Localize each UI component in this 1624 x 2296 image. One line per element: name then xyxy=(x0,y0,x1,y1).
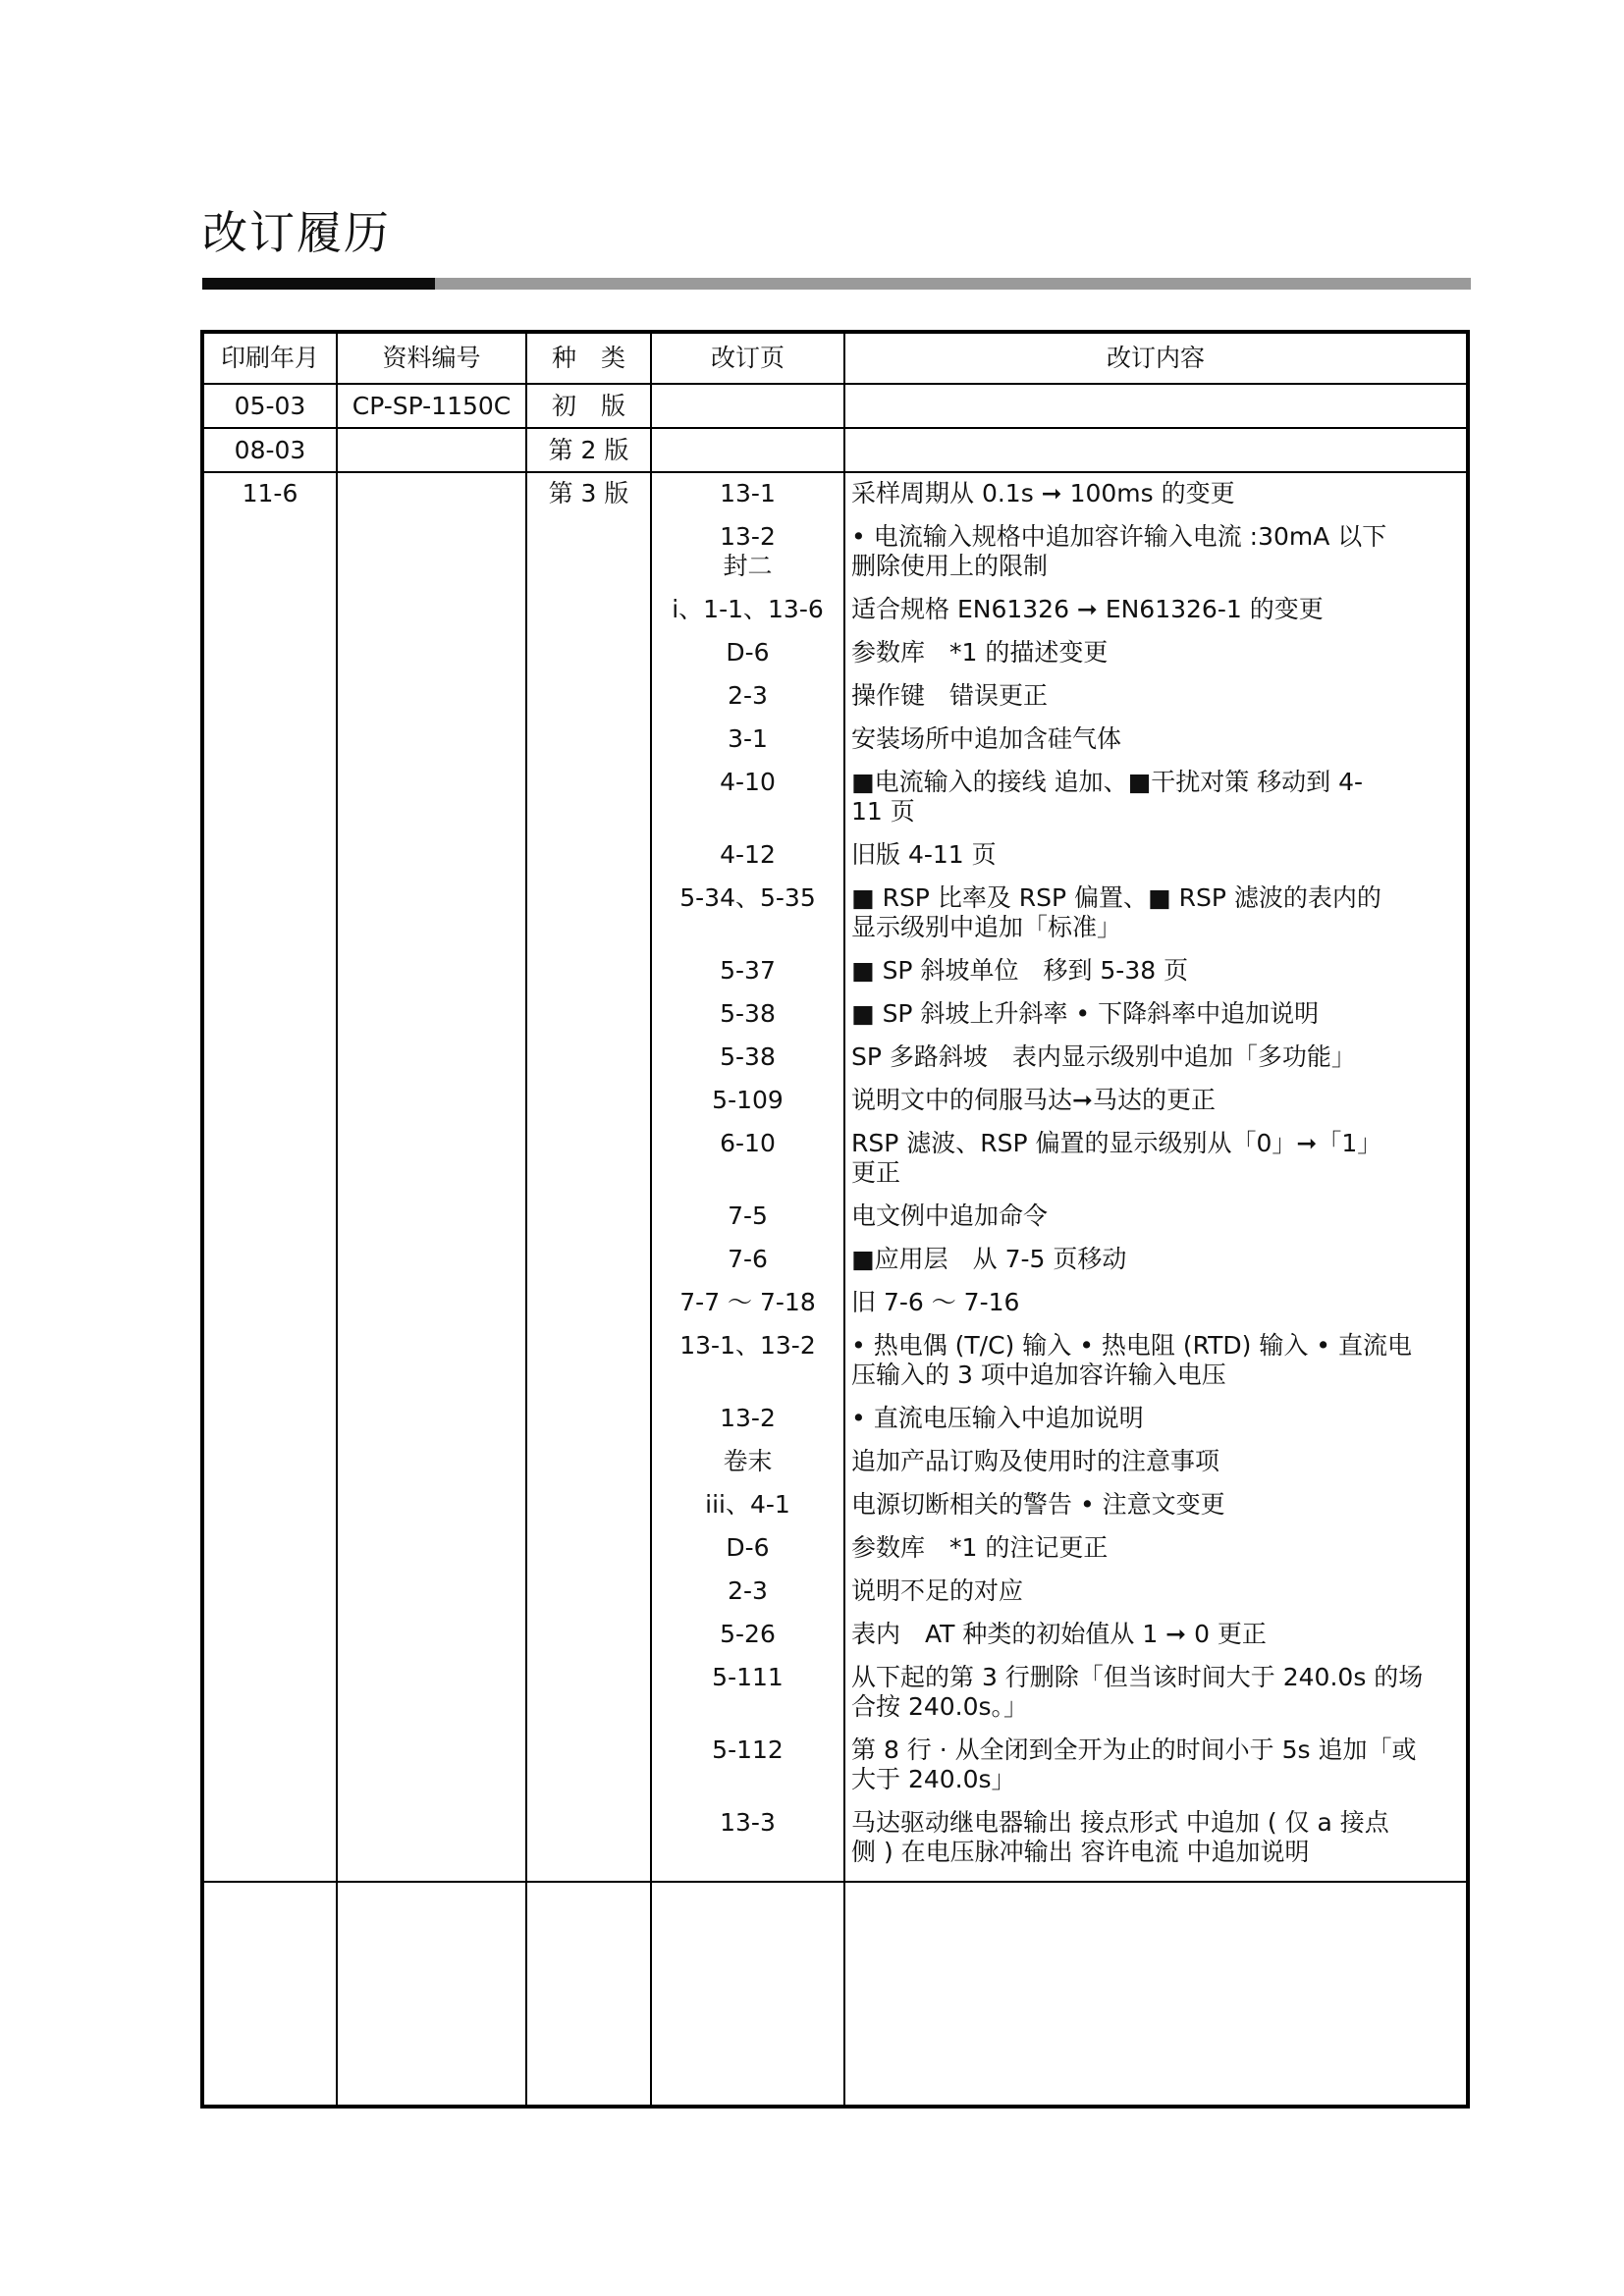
revision-history-table xyxy=(200,330,1470,2109)
revision-content-entry: ■ SP 斜坡上升斜率 • 下降斜率中追加说明 xyxy=(851,999,1320,1028)
doc-number: CP-SP-1150C xyxy=(337,384,526,428)
revised-page-entry: 5-38 xyxy=(720,999,776,1028)
revision-content-entry: 适合规格 EN61326 ➞ EN61326-1 的变更 xyxy=(851,595,1324,623)
table-row xyxy=(204,428,1466,472)
revised-page-entry: 13-1 xyxy=(720,479,776,507)
revision-content-entry: 参数库 *1 的注记更正 xyxy=(851,1533,1109,1562)
revised-pages-list xyxy=(651,472,844,1882)
revision-content-entry: 第 8 行 · 从全闭到全开为止的时间小于 5s 追加「或 大于 240.0s」 xyxy=(851,1735,1417,1793)
doc-number xyxy=(337,472,526,1882)
revised-page-entry: 5-38 xyxy=(720,1042,776,1071)
revision-content-entry: 说明文中的伺服马达➞马达的更正 xyxy=(851,1086,1216,1114)
revision-content-entry: 电源切断相关的警告 • 注意文变更 xyxy=(851,1490,1225,1519)
revision-content-entry: • 电流输入规格中追加容许输入电流 :30mA 以下 删除使用上的限制 xyxy=(851,522,1387,580)
revised-page-entry: 13-1、13-2 xyxy=(679,1331,816,1360)
table-row xyxy=(204,472,1466,1882)
revised-page-entry: 4-10 xyxy=(720,768,776,796)
revision-content-entry: 从下起的第 3 行删除「但当该时间大于 240.0s 的场 合按 240.0s。」 xyxy=(851,1663,1424,1721)
revised-page-entry: 2-3 xyxy=(728,1576,768,1605)
header-revision-content: 改订内容 xyxy=(844,334,1466,384)
print-date: 11-6 xyxy=(204,472,337,1882)
revision-content-entry: 电文例中追加命令 xyxy=(851,1201,1049,1230)
revision-content-entry: ■ SP 斜坡单位 移到 5-38 页 xyxy=(851,956,1189,985)
revised-pages xyxy=(651,428,844,472)
revised-page-entry: 13-2 封二 xyxy=(720,522,776,580)
title-rule-grey xyxy=(435,278,1471,290)
revised-page-entry: 5-26 xyxy=(720,1620,776,1648)
table-header-row xyxy=(204,334,1466,384)
revised-page-entry: 卷末 xyxy=(723,1447,773,1475)
revised-page-entry: D-6 xyxy=(726,638,770,667)
revised-page-entry: 13-3 xyxy=(720,1808,776,1837)
revision-content-entry: • 热电偶 (T/C) 输入 • 热电阻 (RTD) 输入 • 直流电 压输入的 3 项中追加容许输入电压 xyxy=(851,1331,1412,1389)
doc-number xyxy=(337,428,526,472)
header-kind: 种 类 xyxy=(526,334,651,384)
revised-page-entry: D-6 xyxy=(726,1533,770,1562)
revised-page-entry: 7-5 xyxy=(728,1201,768,1230)
revised-page-entry: 4-12 xyxy=(720,840,776,869)
edition-kind: 第 3 版 xyxy=(526,472,651,1882)
revision-content xyxy=(844,428,1466,472)
print-date: 08-03 xyxy=(204,428,337,472)
revision-content-entry: ■电流输入的接线 追加、■干扰对策 移动到 4- 11 页 xyxy=(851,768,1364,826)
edition-kind: 初 版 xyxy=(526,384,651,428)
revision-content-entry: SP 多路斜坡 表内显示级别中追加「多功能」 xyxy=(851,1042,1356,1071)
revised-page-entry: 5-34、5-35 xyxy=(679,883,816,912)
empty-cell xyxy=(337,1882,526,2105)
revised-page-entry: 3-1 xyxy=(728,724,768,753)
revision-content-entry: • 直流电压输入中追加说明 xyxy=(851,1404,1144,1432)
revised-page-entry: 5-111 xyxy=(712,1663,784,1691)
revision-content-entry: 操作键 错误更正 xyxy=(851,681,1049,710)
revised-page-entry: 5-112 xyxy=(712,1735,784,1764)
revised-page-entry: 13-2 xyxy=(720,1404,776,1432)
revision-content-entry: 追加产品订购及使用时的注意事项 xyxy=(851,1447,1220,1475)
revision-content-entry: ■应用层 从 7-5 页移动 xyxy=(851,1245,1127,1273)
revised-page-entry: 2-3 xyxy=(728,681,768,710)
revision-content-entry: 表内 AT 种类的初始值从 1 ➞ 0 更正 xyxy=(851,1620,1267,1648)
table-row xyxy=(204,384,1466,428)
revision-content-entry: 说明不足的对应 xyxy=(851,1576,1024,1605)
empty-cell xyxy=(526,1882,651,2105)
revised-page-entry: i、1-1、13-6 xyxy=(672,595,824,623)
revision-content-entry: 旧版 4-11 页 xyxy=(851,840,997,869)
revision-content-entry: RSP 滤波、RSP 偏置的显示级别从「0」➞「1」 更正 xyxy=(851,1129,1382,1187)
empty-cell xyxy=(204,1882,337,2105)
revision-content-list xyxy=(844,472,1466,1882)
revised-page-entry: 5-37 xyxy=(720,956,776,985)
revised-pages xyxy=(651,384,844,428)
revised-page-entry: 6-10 xyxy=(720,1129,776,1157)
table-row-empty xyxy=(204,1882,1466,2105)
revision-content-entry: 旧 7-6 ～ 7-16 xyxy=(851,1288,1020,1316)
revised-page-entry: 7-7 ～ 7-18 xyxy=(679,1288,816,1316)
header-revised-pages: 改订页 xyxy=(651,334,844,384)
print-date: 05-03 xyxy=(204,384,337,428)
page-title: 改订履历 xyxy=(202,206,391,259)
title-rule-dark xyxy=(202,278,435,290)
revision-content-entry: 安装场所中追加含硅气体 xyxy=(851,724,1122,753)
empty-cell xyxy=(844,1882,1466,2105)
revision-content-entry: 采样周期从 0.1s ➞ 100ms 的变更 xyxy=(851,479,1235,507)
header-print-date: 印刷年月 xyxy=(204,334,337,384)
revision-content xyxy=(844,384,1466,428)
revised-page-entry: 5-109 xyxy=(712,1086,784,1114)
revision-content-entry: 马达驱动继电器输出 接点形式 中追加 ( 仅 a 接点 侧 ) 在电压脉冲输出 容许电流 中追加说明 xyxy=(851,1808,1389,1866)
revised-page-entry: 7-6 xyxy=(728,1245,768,1273)
revision-content-entry: ■ RSP 比率及 RSP 偏置、■ RSP 滤波的表内的 显示级别中追加「标准」 xyxy=(851,883,1381,941)
header-doc-number: 资料编号 xyxy=(337,334,526,384)
empty-cell xyxy=(651,1882,844,2105)
revision-content-entry: 参数库 *1 的描述变更 xyxy=(851,638,1109,667)
revised-page-entry: iii、4-1 xyxy=(705,1490,790,1519)
edition-kind: 第 2 版 xyxy=(526,428,651,472)
